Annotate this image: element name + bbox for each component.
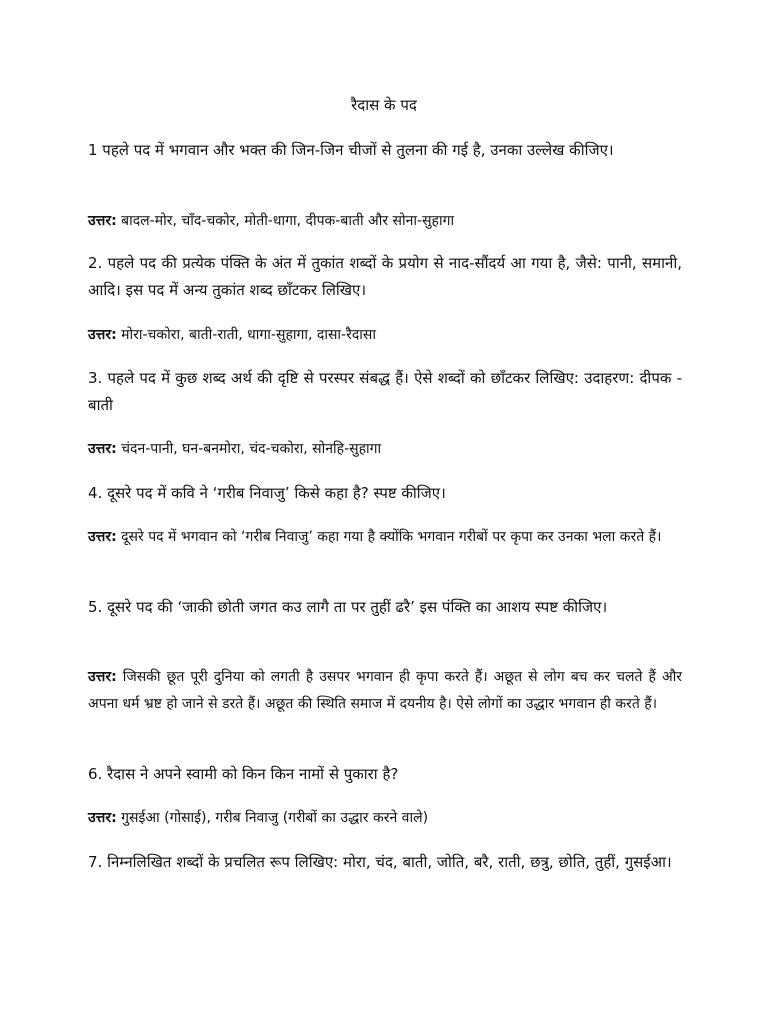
- answer-text: दूसरे पद में भगवान को ‘गरीब निवाजु’ कहा गया है क्योंकि भगवान गरीबों पर कृपा कर उनका भला करते हैं।: [121, 529, 662, 545]
- answer-label: उत्तर:: [88, 810, 117, 826]
- answer-text: जिसकी छूत पूरी दुनिया को लगती है उसपर भगवान ही कृपा करते हैं। अछूत से लोग बच कर चलते हैं और अपना धर्म भ्रष्ट हो जाने से डरते हैं। अछूत की स्थिति समाज में दयनीय है। ऐसे लोगों का उद्धार भगवान ही करते हैं।: [88, 669, 682, 712]
- answer-2: [88, 322, 682, 349]
- answer-text: गुसईआ (गोसाई), गरीब निवाजु (गरीबों का उद्धार करने वाले): [121, 810, 429, 826]
- answer-3: [88, 436, 682, 463]
- page-title: रैदास के पद: [351, 96, 417, 114]
- answer-text: मोरा-चकोरा, बाती-राती, धागा-सुहागा, दासा-रैदासा: [121, 327, 376, 343]
- answer-label: उत्तर:: [88, 669, 117, 685]
- answer-label: उत्तर:: [88, 529, 117, 545]
- question-3: 3. पहले पद में कुछ शब्द अर्थ की दृष्टि से परस्पर संबद्ध हैं। ऐसे शब्दों को छाँटकर लिखिए: उदाहरण: दीपक - बाती: [88, 369, 682, 414]
- answer-label: उत्तर:: [88, 327, 117, 343]
- question-4: 4. दूसरे पद में कवि ने ‘गरीब निवाजु’ किसे कहा है? स्पष्ट कीजिए।: [88, 484, 446, 502]
- question-5: 5. दूसरे पद की ‘जाकी छोती जगत कउ लागै ता पर तुहीं ढरै’ इस पंक्ति का आशय स्पष्ट कीजिए।: [88, 598, 608, 616]
- answer-text: बादल-मोर, चाँद-चकोर, मोती-धागा, दीपक-बाती और सोना-सुहागा: [121, 213, 455, 229]
- answer-text: चंदन-पानी, घन-बनमोरा, चंद-चकोरा, सोनहि-सुहागा: [121, 441, 382, 457]
- answer-4: [88, 524, 682, 551]
- question-2: 2. पहले पद की प्रत्येक पंक्ति के अंत में तुकांत शब्दों के प्रयोग से नाद-सौंदर्य आ गया है, जैसे: पानी, समानी, आदि। इस पद में अन्य तुकांत शब्द छाँटकर लिखिए।: [88, 254, 682, 299]
- question-1: 1 पहले पद में भगवान और भक्त की जिन-जिन चीजों से तुलना की गई है, उनका उल्लेख कीजिए।: [88, 141, 614, 159]
- answer-label: उत्तर:: [88, 213, 117, 229]
- answer-6: [88, 805, 682, 832]
- answer-label: उत्तर:: [88, 441, 117, 457]
- answer-5: [88, 664, 682, 718]
- answer-1: [88, 208, 682, 235]
- question-7: 7. निम्नलिखित शब्दों के प्रचलित रूप लिखिए: मोरा, चंद, बाती, जोति, बरै, राती, छत्रु, छोति, तुहीं, गुसईआ।: [88, 853, 672, 871]
- question-6: 6. रैदास ने अपने स्वामी को किन किन नामों से पुकारा है?: [88, 765, 399, 783]
